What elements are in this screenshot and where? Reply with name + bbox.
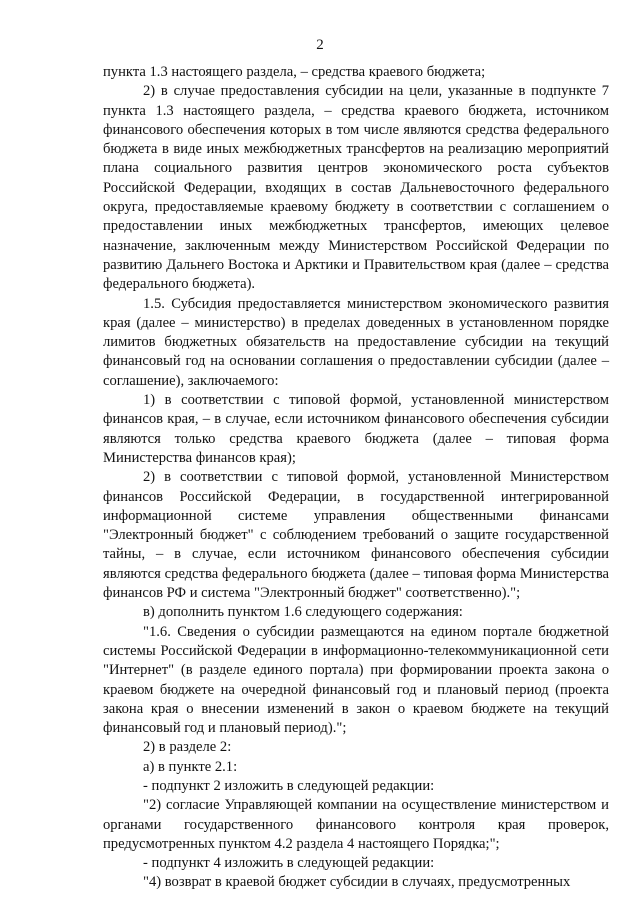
paragraph: пункта 1.3 настоящего раздела, – средства краевого бюджета; [103,64,486,80]
paragraph: "2) согласие Управляющей компании на осуществление министерством и органами государственного финансового контроля края проверок, предусмотренных пунктом 4.2 раздела 4 настоящего Порядка;"; [103,797,609,852]
page-number: 2 [316,37,324,53]
paragraph: - подпункт 2 изложить в следующей редакции: [143,777,435,794]
paragraph: - подпункт 4 изложить в следующей редакции: [143,855,435,872]
paragraph: "4) возврат в краевой бюджет субсидии в случаях, предусмотренных [143,874,571,891]
paragraph: 1) в соответствии с типовой формой, установленной министерством финансов края, – в случае, если источником финансового обеспечения субсидии являются только средства краевого бюджета (далее – типовая форма Министерства финансов края); [103,392,609,466]
paragraph: 2) в соответствии с типовой формой, установленной Министерством финансов Российской Федерации, в государственной интегрированной информационной системе управления общественными финансами "Электронный бюджет" с соблюдением требований о защите государственной тайны, – в случае, если источником финансового обеспечения субсидии являются средства федерального бюджета (далее – типовая форма Министерства финансов РФ и система "Электронный бюджет" соответственно)."; [103,469,609,602]
paragraph: а) в пункте 2.1: [143,758,238,775]
paragraph: 1.5. Субсидия предоставляется министерством экономического развития края (далее – министерство) в пределах доведенных в установленном порядке лимитов бюджетных обязательств на предоставление субсидии на текущий финансовый год на основании соглашения о предоставлении субсидии (далее – соглашение), заключаемого: [103,295,609,389]
document-body [103,63,609,893]
paragraph: в) дополнить пунктом 1.6 следующего содержания: [143,604,463,621]
paragraph: 2) в случае предоставления субсидии на цели, указанные в подпункте 7 пункта 1.3 настоящего раздела, – средства краевого бюджета, источником финансового обеспечения которых в том числе являются средства федерального бюджета в виде иных межбюджетных трансфертов на реализацию мероприятий плана социального развития центров экономического роста субъектов Российской Федерации, входящих в состав Дальневосточного федерального округа, предоставляемые краевому бюджету в соответствии с соглашением о предоставлении иных межбюджетных трансфертов, имеющих целевое назначение, заключенным между Министерством Российской Федерации по развитию Дальнего Востока и Арктики и Правительством края (далее – средства федерального бюджета). [103,83,609,293]
paragraph: 2) в разделе 2: [143,739,232,756]
paragraph: "1.6. Сведения о субсидии размещаются на едином портале бюджетной системы Российской Федерации в информационно-телекоммуникационной сети "Интернет" (в разделе единого портала) при формировании проекта закона о краевом бюджете на очередной финансовый год и плановый период (проекта закона края о внесении изменений в закон о краевом бюджете на текущий финансовый год и плановый период)."; [103,623,609,737]
